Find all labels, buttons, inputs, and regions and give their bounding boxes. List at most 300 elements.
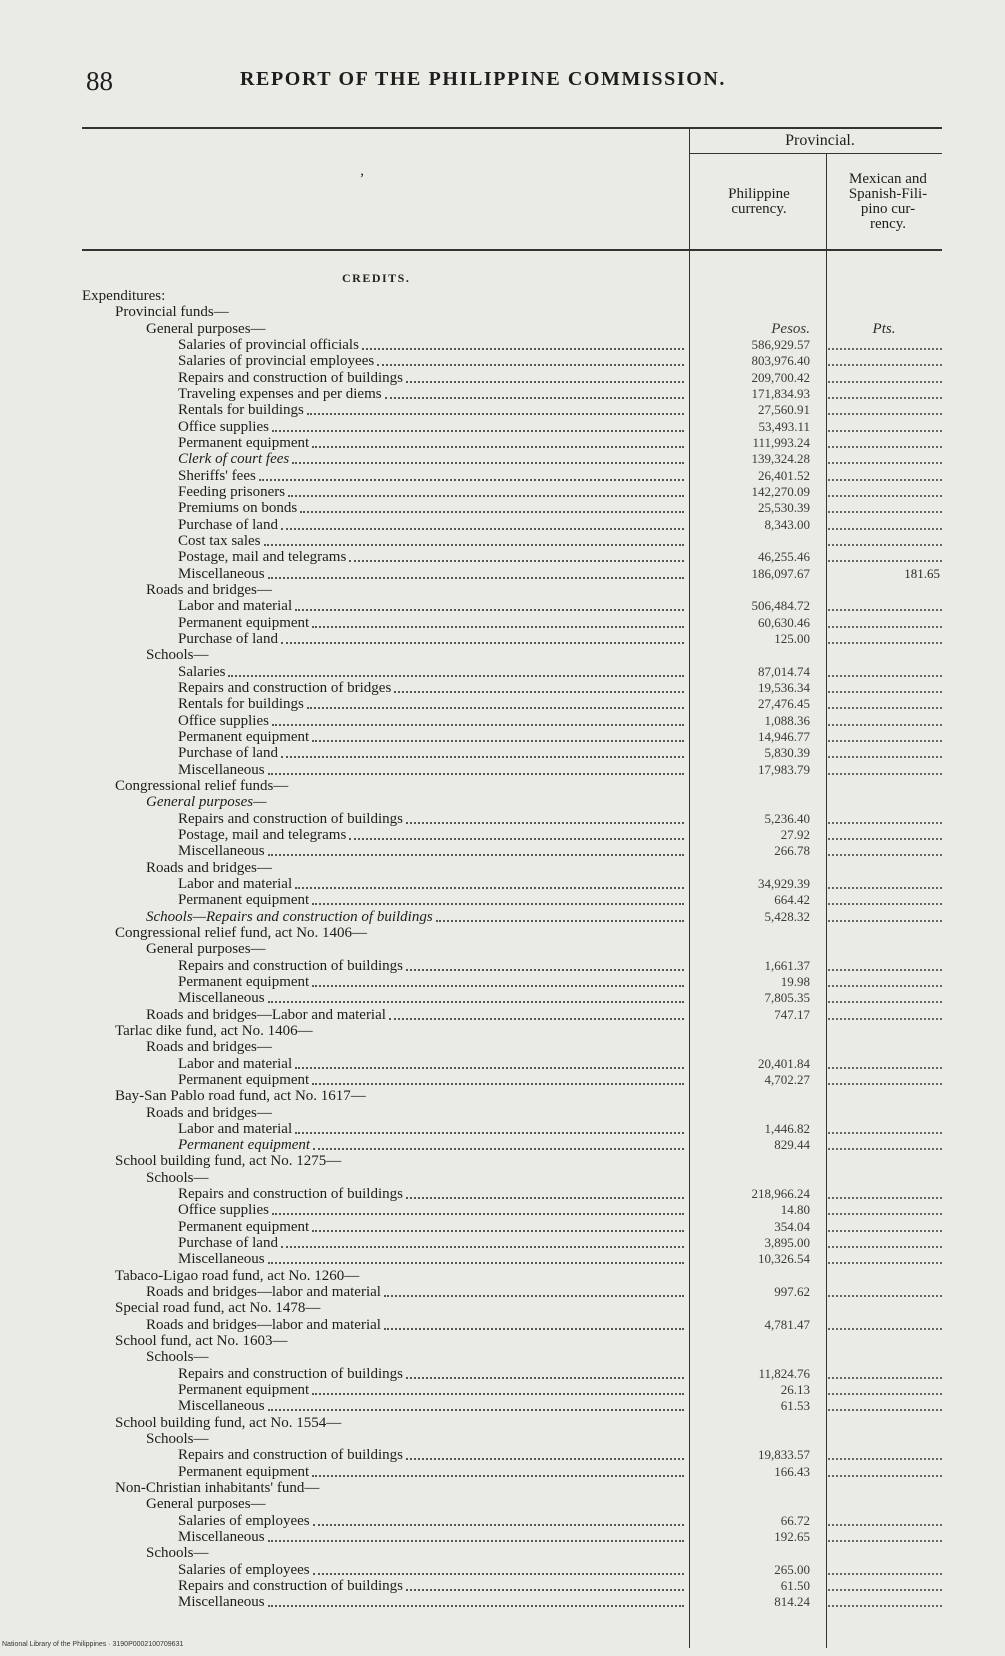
philippine-currency-value: 66.72 — [780, 1512, 810, 1528]
table-row — [0, 1382, 1005, 1398]
table-row — [0, 664, 1005, 680]
row-label: Repairs and construction of buildings — [178, 1365, 403, 1382]
dot-leader — [312, 1393, 684, 1395]
philippine-currency-value: 27,476.45 — [758, 696, 810, 712]
row-label: Salaries — [178, 663, 226, 680]
table-row — [0, 1594, 1005, 1610]
row-label: Permanent equipment — [178, 973, 310, 990]
blank-cell-leader — [828, 1246, 942, 1248]
philippine-currency-value: 664.42 — [774, 892, 810, 908]
dot-leader — [295, 1067, 684, 1069]
philippine-currency-value: 218,966.24 — [751, 1186, 810, 1202]
row-label: General purposes— — [146, 794, 267, 811]
philippine-currency-value: 20,401.84 — [758, 1055, 810, 1071]
blank-cell-leader — [828, 756, 942, 758]
philippine-currency-value: 139,324.28 — [751, 451, 810, 467]
blank-cell-leader — [828, 1377, 942, 1379]
table-row — [0, 304, 1005, 320]
philippine-currency-value: 17,983.79 — [758, 761, 810, 777]
row-label: Congressional relief fund, act No. 1406— — [115, 924, 368, 941]
blank-cell-leader — [828, 1295, 942, 1297]
row-label: Traveling expenses and per diems — [178, 385, 382, 402]
row-label: Purchase of land — [178, 1235, 278, 1252]
row-label: Miscellaneous — [178, 565, 265, 582]
philippine-currency-value: 61.50 — [780, 1578, 810, 1594]
row-label: Clerk of court fees — [178, 451, 290, 468]
dot-leader — [272, 724, 684, 726]
blank-cell-leader — [828, 1001, 942, 1003]
philippine-currency-value: 19,833.57 — [758, 1447, 810, 1463]
row-label: Roads and bridges— — [146, 581, 272, 598]
row-label: Schools— — [146, 647, 209, 664]
row-label: School building fund, act No. 1275— — [115, 1153, 342, 1170]
dot-leader — [268, 1262, 684, 1264]
table-row — [0, 484, 1005, 500]
table-row — [0, 713, 1005, 729]
table-row — [0, 1153, 1005, 1169]
philippine-currency-value: 266.78 — [774, 843, 810, 859]
dot-leader — [264, 544, 684, 546]
provincial-underline — [690, 153, 942, 154]
row-label: Miscellaneous — [178, 1529, 265, 1546]
blank-cell-leader — [828, 381, 942, 383]
dot-leader — [228, 675, 684, 677]
row-label: Schools— — [146, 1349, 209, 1366]
row-label: General purposes— — [146, 941, 266, 958]
row-label: Roads and bridges—Labor and material — [146, 1006, 386, 1023]
dot-leader — [406, 1589, 684, 1591]
page-number: 88 — [86, 66, 113, 96]
row-label: Repairs and construction of buildings — [178, 369, 403, 386]
philippine-currency-value: 125.00 — [774, 630, 810, 646]
table-row — [0, 925, 1005, 941]
dot-leader — [312, 446, 684, 448]
blank-cell-leader — [828, 364, 942, 366]
table-row — [0, 876, 1005, 892]
dot-leader — [312, 740, 684, 742]
row-label: Roads and bridges— — [146, 1104, 272, 1121]
philippine-currency-value: 192.65 — [774, 1529, 810, 1545]
row-label: Salaries of employees — [178, 1512, 310, 1529]
philippine-currency-value: 1,446.82 — [764, 1120, 810, 1136]
dot-leader — [384, 1328, 684, 1330]
table-row — [0, 1431, 1005, 1447]
table-row — [0, 598, 1005, 614]
dot-leader — [281, 642, 684, 644]
table-row — [0, 321, 1005, 337]
dot-leader — [307, 413, 684, 415]
mexican-currency-value: 181.65 — [904, 565, 940, 581]
blank-cell-leader — [828, 413, 942, 415]
mexican-currency-header: Mexican and Spanish-Fili- pino cur- rency. — [848, 171, 928, 232]
philippine-currency-value: 997.62 — [774, 1284, 810, 1300]
philippine-currency-value: 10,326.54 — [758, 1251, 810, 1267]
table-row — [0, 615, 1005, 631]
table-row — [0, 860, 1005, 876]
philippine-currency-value: 4,781.47 — [764, 1316, 810, 1332]
table-row — [0, 843, 1005, 859]
dot-leader — [349, 560, 684, 562]
table-row — [0, 1496, 1005, 1512]
table-row — [0, 958, 1005, 974]
philippine-currency-value: 1,661.37 — [764, 957, 810, 973]
row-label: Permanent equipment — [178, 1463, 310, 1480]
table-row — [0, 500, 1005, 516]
table-row — [0, 468, 1005, 484]
table-row — [0, 1072, 1005, 1088]
table-row — [0, 811, 1005, 827]
philippine-currency-value: 354.04 — [774, 1218, 810, 1234]
row-label: Schools— — [146, 1545, 209, 1562]
blank-cell-leader — [828, 920, 942, 922]
philippine-currency-value: 14.80 — [780, 1202, 810, 1218]
dot-leader — [406, 1197, 684, 1199]
blank-cell-leader — [828, 528, 942, 530]
table-row — [0, 288, 1005, 304]
table-row — [0, 549, 1005, 565]
row-label: Miscellaneous — [178, 990, 265, 1007]
dot-leader — [362, 348, 684, 350]
blank-cell-leader — [828, 854, 942, 856]
row-label: Office supplies — [178, 1202, 269, 1219]
table-row — [0, 1170, 1005, 1186]
dot-leader — [300, 511, 684, 513]
philippine-currency-value: 142,270.09 — [751, 483, 810, 499]
table-row — [0, 1007, 1005, 1023]
table-row — [0, 680, 1005, 696]
row-label: Labor and material — [178, 1055, 293, 1072]
philippine-currency-value: 26.13 — [780, 1382, 810, 1398]
dot-leader — [377, 364, 684, 366]
table-row — [0, 1300, 1005, 1316]
row-label: Rentals for buildings — [178, 402, 304, 419]
row-label: Permanent equipment — [178, 614, 310, 631]
blank-cell-leader — [828, 1067, 942, 1069]
dot-leader — [295, 1132, 684, 1134]
table-row — [0, 1202, 1005, 1218]
row-label: Repairs and construction of buildings — [178, 810, 403, 827]
dot-leader — [389, 1018, 684, 1020]
blank-cell-leader — [828, 430, 942, 432]
philippine-currency-value: 803,976.40 — [751, 353, 810, 369]
dot-leader — [295, 887, 684, 889]
philippine-currency-value: 27,560.91 — [758, 402, 810, 418]
table-row — [0, 435, 1005, 451]
dot-leader — [281, 528, 684, 530]
row-label: Purchase of land — [178, 745, 278, 762]
table-row — [0, 1333, 1005, 1349]
table-row — [0, 1513, 1005, 1529]
dot-leader — [312, 985, 684, 987]
table-row — [0, 1415, 1005, 1431]
philippine-currency-value: 506,484.72 — [751, 598, 810, 614]
blank-cell-leader — [828, 887, 942, 889]
dot-leader — [312, 626, 684, 628]
row-label: Permanent equipment — [178, 892, 310, 909]
philippine-currency-value: 25,530.39 — [758, 500, 810, 516]
blank-cell-leader — [828, 642, 942, 644]
philippine-currency-value: 11,824.76 — [758, 1365, 810, 1381]
dot-leader — [406, 822, 684, 824]
dot-leader — [268, 577, 684, 579]
table-row — [0, 1268, 1005, 1284]
philippine-currency-value: 7,805.35 — [764, 990, 810, 1006]
provincial-header: Provincial. — [785, 132, 855, 149]
table-row — [0, 1545, 1005, 1561]
blank-cell-leader — [828, 691, 942, 693]
philippine-currency-value: 26,401.52 — [758, 467, 810, 483]
row-label: Feeding prisoners — [178, 483, 286, 500]
blank-cell-leader — [828, 1213, 942, 1215]
blank-cell-leader — [828, 609, 942, 611]
dot-leader — [292, 462, 684, 464]
table-row — [0, 1056, 1005, 1072]
blank-cell-leader — [828, 985, 942, 987]
row-label: Purchase of land — [178, 516, 278, 533]
table-row — [0, 451, 1005, 467]
dot-leader — [349, 838, 684, 840]
stub-header-mark: ’ — [359, 171, 365, 187]
blank-cell-leader — [828, 969, 942, 971]
blank-cell-leader — [828, 560, 942, 562]
table-row — [0, 909, 1005, 925]
running-head: REPORT OF THE PHILIPPINE COMMISSION. — [240, 68, 727, 90]
table-row — [0, 402, 1005, 418]
table-row — [0, 1349, 1005, 1365]
row-label: School fund, act No. 1603— — [115, 1333, 288, 1350]
philippine-currency-value: 747.17 — [774, 1006, 810, 1022]
row-label: Postage, mail and telegrams — [178, 826, 347, 843]
blank-cell-leader — [828, 1524, 942, 1526]
dot-leader — [281, 1246, 684, 1248]
table-row — [0, 696, 1005, 712]
row-label: Roads and bridges— — [146, 1039, 272, 1056]
table-row — [0, 1284, 1005, 1300]
row-label: Permanent equipment — [178, 1071, 310, 1088]
table-top-rule — [82, 127, 942, 129]
blank-cell-leader — [828, 1328, 942, 1330]
table-row — [0, 566, 1005, 582]
row-label: Tarlac dike fund, act No. 1406— — [115, 1022, 313, 1039]
row-label: Purchase of land — [178, 630, 278, 647]
blank-cell-leader — [828, 1197, 942, 1199]
philippine-currency-value: 4,702.27 — [764, 1071, 810, 1087]
dot-leader — [406, 1458, 684, 1460]
table-row — [0, 1219, 1005, 1235]
philippine-currency-value: 27.92 — [780, 826, 810, 842]
philippine-currency-value: 166.43 — [774, 1463, 810, 1479]
table-row — [0, 1578, 1005, 1594]
row-label: Schools— — [146, 1431, 209, 1448]
philippine-currency-value: 19,536.34 — [758, 679, 810, 695]
row-label: Repairs and construction of buildings — [178, 1578, 403, 1595]
blank-cell-leader — [828, 1018, 942, 1020]
blank-cell-leader — [828, 1589, 942, 1591]
blank-cell-leader — [828, 1409, 942, 1411]
philippine-currency-header: Philippine currency. — [728, 186, 790, 217]
table-row — [0, 1480, 1005, 1496]
table-row — [0, 1235, 1005, 1251]
blank-cell-leader — [828, 1132, 942, 1134]
philippine-currency-value: 87,014.74 — [758, 663, 810, 679]
dot-leader — [272, 430, 684, 432]
philippine-currency-value: 5,830.39 — [764, 745, 810, 761]
table-row — [0, 1137, 1005, 1153]
row-label: Labor and material — [178, 598, 293, 615]
blank-cell-leader — [828, 903, 942, 905]
row-label: Schools—Repairs and construction of buildings — [146, 908, 433, 925]
blank-cell-leader — [828, 773, 942, 775]
dot-leader — [268, 773, 684, 775]
row-label: Permanent equipment — [178, 1382, 310, 1399]
table-row — [0, 1251, 1005, 1267]
row-label: Schools— — [146, 1169, 209, 1186]
table-row — [0, 745, 1005, 761]
table-row — [0, 419, 1005, 435]
blank-cell-leader — [828, 1393, 942, 1395]
blank-cell-leader — [828, 495, 942, 497]
blank-cell-leader — [828, 740, 942, 742]
row-label: Miscellaneous — [178, 843, 265, 860]
philippine-currency-value: 46,255.46 — [758, 549, 810, 565]
philippine-currency-value: 265.00 — [774, 1561, 810, 1577]
blank-cell-leader — [828, 1475, 942, 1477]
row-label: Expenditures: — [82, 288, 166, 304]
row-label: Non-Christian inhabitants' fund— — [115, 1480, 320, 1497]
blank-cell-leader — [828, 1230, 942, 1232]
blank-cell-leader — [828, 397, 942, 399]
table-row — [0, 386, 1005, 402]
row-label: Roads and bridges—labor and material — [146, 1316, 381, 1333]
table-row — [0, 990, 1005, 1006]
blank-cell-leader — [828, 446, 942, 448]
row-label: Salaries of provincial employees — [178, 353, 375, 370]
philippine-currency-value: 111,993.24 — [752, 434, 810, 450]
row-label: Roads and bridges— — [146, 859, 272, 876]
table-row — [0, 517, 1005, 533]
table-row — [0, 762, 1005, 778]
philippine-currency-value: 34,929.39 — [758, 875, 810, 891]
dot-leader — [295, 609, 684, 611]
dot-leader — [307, 707, 684, 709]
table-row — [0, 353, 1005, 369]
mexican-currency-value: Pts. — [872, 320, 896, 337]
row-label: Labor and material — [178, 875, 293, 892]
dot-leader — [385, 397, 684, 399]
row-label: Miscellaneous — [178, 1251, 265, 1268]
footer-note: National Library of the Philippines · 3190P0002100709631 — [2, 1641, 184, 1648]
dot-leader — [268, 1605, 684, 1607]
row-label: Office supplies — [178, 712, 269, 729]
dot-leader — [268, 1409, 684, 1411]
dot-leader — [313, 1524, 684, 1526]
row-label: Miscellaneous — [178, 761, 265, 778]
blank-cell-leader — [828, 1458, 942, 1460]
blank-cell-leader — [828, 707, 942, 709]
row-label: Office supplies — [178, 418, 269, 435]
table-row — [0, 647, 1005, 663]
blank-cell-leader — [828, 1083, 942, 1085]
row-label: Permanent equipment — [178, 1218, 310, 1235]
blank-cell-leader — [828, 675, 942, 677]
dot-leader — [312, 1083, 684, 1085]
table-row — [0, 533, 1005, 549]
table-row — [0, 631, 1005, 647]
header-bottom-rule — [82, 249, 942, 251]
blank-cell-leader — [828, 724, 942, 726]
row-label: Salaries of provincial officials — [178, 336, 359, 353]
row-label: Repairs and construction of bridges — [178, 679, 392, 696]
philippine-currency-value: 8,343.00 — [764, 516, 810, 532]
row-label: Cost tax sales — [178, 532, 261, 549]
philippine-currency-value: 814.24 — [774, 1594, 810, 1610]
row-label: Roads and bridges—labor and material — [146, 1284, 381, 1301]
philippine-currency-value: 829.44 — [774, 1137, 810, 1153]
row-label: General purposes— — [146, 1496, 266, 1513]
blank-cell-leader — [828, 479, 942, 481]
philippine-currency-value: 171,834.93 — [751, 385, 810, 401]
table-row — [0, 974, 1005, 990]
philippine-currency-value: Pesos. — [771, 320, 810, 337]
row-label: Bay-San Pablo road fund, act No. 1617— — [115, 1088, 366, 1105]
dot-leader — [406, 1377, 684, 1379]
philippine-currency-value: 209,700.42 — [751, 369, 810, 385]
dot-leader — [312, 1230, 684, 1232]
dot-leader — [272, 1213, 684, 1215]
table-row — [0, 1186, 1005, 1202]
philippine-currency-value: 3,895.00 — [764, 1235, 810, 1251]
dot-leader — [312, 903, 684, 905]
table-row — [0, 827, 1005, 843]
blank-cell-leader — [828, 1262, 942, 1264]
blank-cell-leader — [828, 1148, 942, 1150]
table-row — [0, 1447, 1005, 1463]
table-row — [0, 1366, 1005, 1382]
row-label: Salaries of employees — [178, 1561, 310, 1578]
table-row — [0, 1464, 1005, 1480]
dot-leader — [268, 1001, 684, 1003]
table-row — [0, 1121, 1005, 1137]
philippine-currency-value: 19.98 — [780, 973, 810, 989]
row-label: Permanent equipment — [178, 434, 310, 451]
dot-leader — [313, 1573, 684, 1575]
table-row — [0, 892, 1005, 908]
row-label: Postage, mail and telegrams — [178, 549, 347, 566]
row-label: Premiums on bonds — [178, 500, 298, 517]
philippine-currency-value: 60,630.46 — [758, 614, 810, 630]
blank-cell-leader — [828, 1605, 942, 1607]
row-label: Provincial funds— — [115, 304, 229, 321]
dot-leader — [436, 920, 684, 922]
philippine-currency-value: 586,929.57 — [751, 336, 810, 352]
table-row — [0, 1562, 1005, 1578]
table-row — [0, 1105, 1005, 1121]
dot-leader — [268, 1540, 684, 1542]
row-label: Permanent equipment — [178, 1137, 311, 1154]
philippine-currency-value: 1,088.36 — [764, 712, 810, 728]
table-row — [0, 778, 1005, 794]
philippine-currency-value: 61.53 — [780, 1398, 810, 1414]
philippine-currency-value: 5,428.32 — [764, 908, 810, 924]
section-heading: CREDITS. — [342, 271, 411, 285]
row-label: Tabaco-Ligao road fund, act No. 1260— — [115, 1267, 360, 1284]
dot-leader — [288, 495, 684, 497]
row-label: Miscellaneous — [178, 1398, 265, 1415]
table-row — [0, 1039, 1005, 1055]
philippine-currency-value: 5,236.40 — [764, 810, 810, 826]
philippine-currency-value: 14,946.77 — [758, 728, 810, 744]
row-label: Permanent equipment — [178, 728, 310, 745]
